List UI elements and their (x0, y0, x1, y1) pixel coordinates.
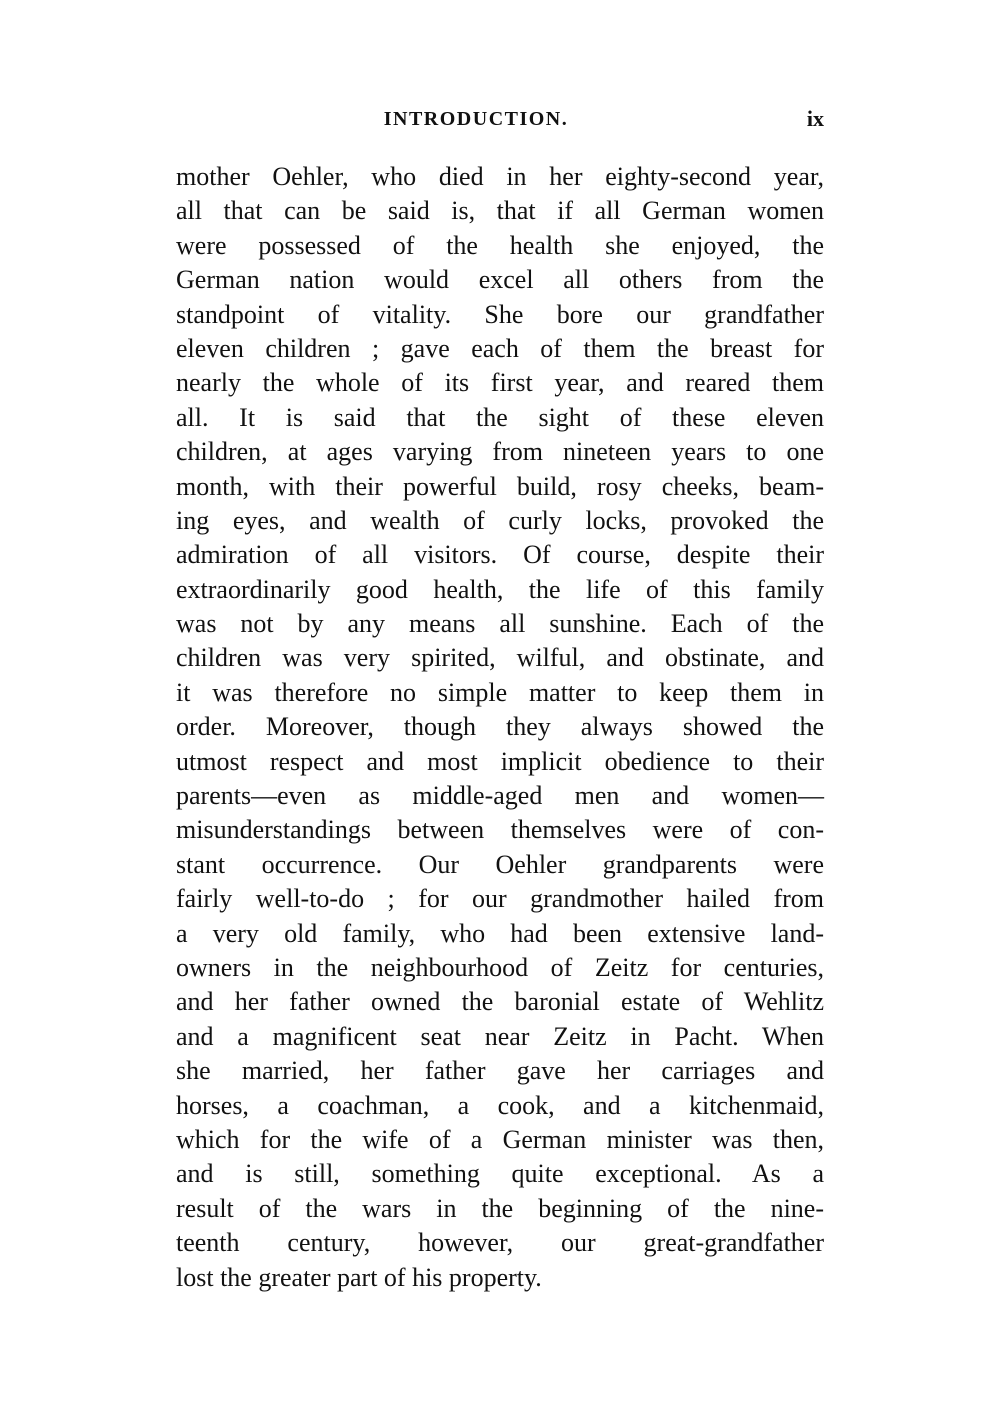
text-line: was not by any means all sunshine. Each of the (176, 609, 824, 639)
text-line: standpoint of vitality. She bore our grandfather (176, 299, 824, 329)
text-line: order. Moreover, though they always showed the (176, 712, 824, 742)
text-line: extraordinarily good health, the life of this family (176, 574, 824, 604)
text-line: utmost respect and most implicit obedience to their (176, 746, 824, 776)
text-line: she married, her father gave her carriages and (176, 1056, 824, 1086)
text-line: teenth century, however, our great-grandfather (176, 1228, 824, 1258)
body-text (176, 160, 824, 1295)
text-line: and is still, something quite exceptional. As a (176, 1159, 824, 1189)
text-line: all. It is said that the sight of these eleven (176, 402, 824, 432)
text-line: misunderstandings between themselves were of con- (176, 815, 824, 845)
text-line: children was very spirited, wilful, and obstinate, and (176, 643, 824, 673)
text-line: it was therefore no simple matter to keep them in (176, 677, 824, 707)
text-line: nearly the whole of its first year, and reared them (176, 368, 824, 398)
text-line: month, with their powerful build, rosy cheeks, beam- (176, 471, 824, 501)
text-line: were possessed of the health she enjoyed, the (176, 230, 824, 260)
text-line: parents—even as middle-aged men and women— (176, 781, 824, 811)
text-line: and a magnificent seat near Zeitz in Pacht. When (176, 1021, 824, 1051)
text-line: stant occurrence. Our Oehler grandparents were (176, 849, 824, 879)
text-line: children, at ages varying from nineteen years to one (176, 437, 824, 467)
text-line: German nation would excel all others from the (176, 265, 824, 295)
text-line: lost the greater part of his property. (176, 1262, 542, 1292)
running-header (176, 104, 824, 134)
text-line: horses, a coachman, a cook, and a kitchenmaid, (176, 1090, 824, 1120)
text-line: ing eyes, and wealth of curly locks, provoked the (176, 505, 824, 535)
text-line: result of the wars in the beginning of the nine- (176, 1193, 824, 1223)
text-line: and her father owned the baronial estate of Wehlitz (176, 987, 824, 1017)
text-line: a very old family, who had been extensive land- (176, 918, 824, 948)
running-title: INTRODUCTION. (383, 108, 569, 130)
text-line: all that can be said is, that if all German women (176, 196, 824, 226)
text-line: fairly well-to-do ; for our grandmother hailed from (176, 884, 824, 914)
text-line: owners in the neighbourhood of Zeitz for centuries, (176, 952, 824, 982)
text-line: admiration of all visitors. Of course, despite their (176, 540, 824, 570)
text-line: which for the wife of a German minister was then, (176, 1124, 824, 1154)
text-line: mother Oehler, who died in her eighty-second year, (176, 162, 824, 191)
text-line: eleven children ; gave each of them the breast for (176, 333, 824, 363)
page-number: ix (806, 106, 824, 131)
